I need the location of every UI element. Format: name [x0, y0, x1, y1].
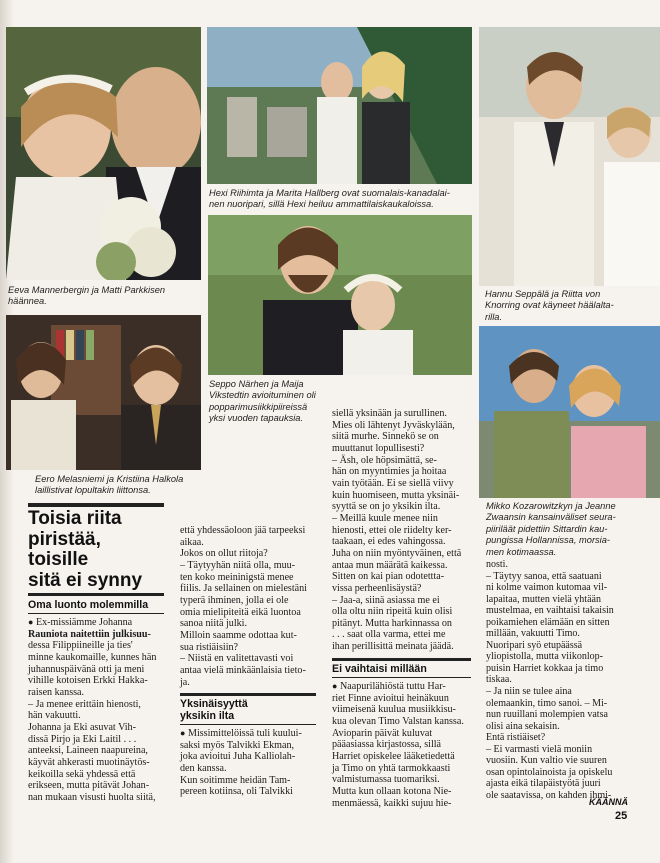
headline-rule-bottom: [28, 593, 164, 596]
column-1-text: ● Ex-missiämme Johanna Rauniota naitettiin julkisuu- dessa Filippiineille ja ties' minne kaukomaille, kunnes hän juhannuspäivänä otti ja meni vihille kotoisen Erkki Hakka- raisen kanssa. – Ja menee erittäin hienosti, hän vakuutti. Johanna ja Eki asuvat Vih- dissä Pirjo ja Eki Laitil . . . anteeksi, Laineen naapureina, käyvät ahkerasti muotinäytös- keikoilla sekä yhdessä että erikseen, mutta pitävät Johan- nan mukaan visusti huolta siitä,: [28, 617, 157, 803]
column-4-text: nosti. – Täytyy sanoa, että saatuani ni kolme vaimon kutomaa vil- lapaitaa, mutten vielä yhtään mustelmaa, en vaihtaisi takaisin poikamiehen elämään en sitten millään, vakuutti Timo. Nuoripari syö etupäässä yliopistolla, mutta viikonlop- puisin Harriet kokkaa ja timo tiskaa. – Ja niin se tulee aina olemaankin, timo sanoi. – Mi- nun ruuillani molempien vatsa olisi aina sekaisin. Entä ristiäiset? – Ei varmasti vielä moniin vuosiin. Kun valtio vie suuren osan opintolainoista ja opiskelu ajasta eikä tilapäistyötä juuri ole saatavissa, on kahden ihmi-: [486, 559, 614, 801]
section-rule-1: [28, 613, 164, 614]
photo-wedding-couple-1: [6, 27, 201, 280]
section-heading-oma-luonto: Oma luonto molemmilla: [28, 599, 149, 611]
photo-caption-5: Eero Melasniemi ja Kristiina Halkola laillistivat lopultakin liittonsa.: [35, 474, 184, 496]
photo-wedding-couple-4: [208, 215, 472, 375]
photo-wedding-couple-2: [207, 27, 472, 184]
photo-caption-3: Hannu Seppälä ja Riitta von Knorring ovat käyneet häälalta- rilla.: [485, 289, 614, 322]
section-rule-2: [180, 724, 316, 725]
page-number: 25: [615, 810, 628, 822]
photo-caption-2: Hexi Riihimta ja Marita Hallberg ovat suomalais-kanadalai- nen nuoripari, sillä Hexi heiluu ammattilaiskaukaloissa.: [209, 188, 450, 210]
headline-rule-top: [28, 503, 164, 507]
column-2-section-text: ● Missimittelöissä tuli kuului- saksi myös Talvikki Ekman, joka avioitui Juha Kalliolah- den kanssa. Kun soitimme heidän Tam- pereen kotiinsa, oli Talvikki: [180, 728, 302, 798]
photo-caption-1: Eeva Mannerbergin ja Matti Parkkisen häännea.: [8, 285, 166, 307]
photo-wedding-couple-5: [6, 315, 201, 470]
section-rule-2-top: [180, 693, 316, 696]
section-heading-yksinaisyytta: Yksinäisyyttä yksikin ilta: [180, 698, 248, 722]
section-rule-3: [332, 677, 471, 678]
photo-caption-4: Seppo Närhen ja Maija Vikstedtin avioituminen oli popparimusiikkipiireissä yksi vuoden tapauksia.: [209, 379, 316, 424]
column-2-text: että yhdessäoloon jää tarpeeksi aikaa. Jokos on ollut riitoja? – Täytyyhän niitä olla, muu- ten koko meininigstä menee fiilis. Ja sellainen on mielestäni typerä ihminen, jolla ei ole omia mielipiteitä eikä luontoa sanoa niitä julki. Milloin saamme odottaa kut- sua ristiäisiin? – Niistä en valitettavasti voi antaa vielä minkäänlaisia tieto- ja.: [180, 525, 307, 688]
turn-page-label: KÄÄNNÄ: [589, 797, 628, 807]
photo-wedding-couple-6: [479, 326, 660, 498]
photo-caption-6: Mikko Kozarowitzkyn ja Jeanne Zwaansin kansainväliset seura- piiriläät pidettiin Sittardin kau- pungissa Hollannissa, morsia- men kotimaassa.: [486, 501, 616, 557]
section-rule-3-top: [332, 658, 471, 661]
column-3-section-text: ● Naapurilähiöstä tuttu Har- riet Finne avioitui heinäkuun viimeisenä kuulua musiikkisu- kua olevan Timo Valstan kanssa. Avioparin päivät kuluvat pääasiassa kirjastossa, sillä Harriet opiskelee lääketiedettä ja Timo on yhtä tarmokkaasti valmistumassa tuomariksi. Mutta kun ollaan kotona Nie- menmäessä, kaikki sujuu hie-: [332, 681, 464, 809]
section-heading-ei-vaihtaisi: Ei vaihtaisi millään: [332, 663, 427, 675]
photo-wedding-couple-3: [479, 27, 660, 286]
column-3-text: siellä yksinään ja surullinen. Mies oli lähtenyt Jyväskylään, siitä murhe. Sinnekö se on muuttanut lopullisesti? – Äsh, ole höpsimättä, se- hän on myyntimies ja hoitaa vain työtään. Ei se siellä viivy kuin huomiseen, mutta yksinäi- syyttä se on jo yksikin ilta. – Meillä kuule menee niin hienosti, ettei ole riidelty ker- taakaan, ei edes vahingossa. Juha on niin myöntyväinen, että antaa mun määrätä kaikessa. Sitten on kai pian odotettta- vissa perheenlisäystä? – Jaa-a, siinä asiassa me ei olla oltu niin ripeitä kuin olisi pitänyt. Mutta harkinnassa on . . . saat olla varma, ettei me ihan perillisittä meinata jäädä.: [332, 408, 462, 653]
article-headline: Toisia riita piristää, toisille sitä ei synny: [28, 508, 143, 591]
